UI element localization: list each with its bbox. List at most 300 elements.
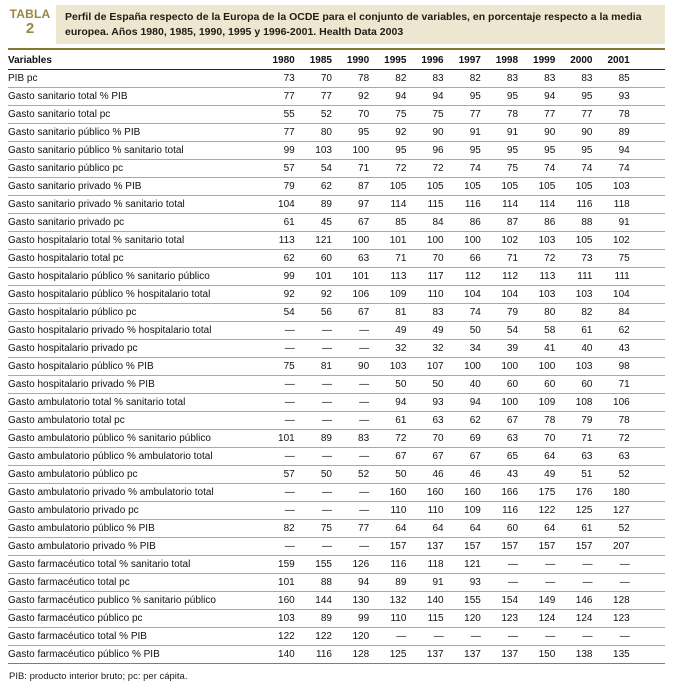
- cell-value: 207: [592, 538, 629, 556]
- table-row: [8, 628, 665, 646]
- cell-spacer: [630, 448, 665, 466]
- cell-value: 104: [592, 286, 629, 304]
- row-label: Gasto hospitalario total % sanitario total: [8, 232, 258, 250]
- cell-value: 115: [406, 610, 443, 628]
- row-label: Gasto farmacéutico público % PIB: [8, 646, 258, 664]
- cell-value: 74: [592, 160, 629, 178]
- row-label: Gasto farmacéutico público pc: [8, 610, 258, 628]
- cell-value: —: [295, 502, 332, 520]
- table-row: [8, 142, 665, 160]
- row-label: Gasto sanitario privado % PIB: [8, 178, 258, 196]
- row-label: Gasto sanitario total pc: [8, 106, 258, 124]
- cell-value: —: [406, 628, 443, 646]
- cell-value: 110: [369, 610, 406, 628]
- row-label: Gasto hospitalario público % sanitario público: [8, 268, 258, 286]
- table-row: [8, 214, 665, 232]
- cell-spacer: [630, 412, 665, 430]
- cell-value: 73: [555, 250, 592, 268]
- cell-value: 113: [518, 268, 555, 286]
- cell-value: 92: [369, 124, 406, 142]
- cell-value: 95: [481, 88, 518, 106]
- cell-value: —: [258, 412, 295, 430]
- cell-value: 85: [592, 70, 629, 88]
- table-title: Perfil de España respecto de la Europa de la OCDE para el conjunto de variables, en porcentaje respecto a la media europea. Años 1980, 1985, 1990, 1995 y 1996-2001. Health Data 2003: [56, 5, 665, 44]
- cell-value: 45: [295, 214, 332, 232]
- table-row: [8, 358, 665, 376]
- cell-value: 32: [406, 340, 443, 358]
- cell-spacer: [630, 466, 665, 484]
- cell-value: 52: [592, 466, 629, 484]
- cell-value: 105: [369, 178, 406, 196]
- row-label: Gasto hospitalario privado pc: [8, 340, 258, 358]
- row-label: Gasto ambulatorio público % sanitario público: [8, 430, 258, 448]
- cell-value: 175: [518, 484, 555, 502]
- table-row: [8, 466, 665, 484]
- cell-value: 105: [555, 178, 592, 196]
- cell-value: 72: [406, 160, 443, 178]
- row-label: Gasto farmacéutico total % sanitario total: [8, 556, 258, 574]
- cell-value: 82: [444, 70, 481, 88]
- cell-value: 60: [518, 376, 555, 394]
- cell-value: 40: [444, 376, 481, 394]
- cell-value: 157: [518, 538, 555, 556]
- cell-value: 74: [555, 160, 592, 178]
- cell-value: 94: [332, 574, 369, 592]
- cell-spacer: [630, 556, 665, 574]
- cell-value: —: [332, 394, 369, 412]
- cell-value: 66: [444, 250, 481, 268]
- cell-value: 91: [444, 124, 481, 142]
- cell-value: 70: [518, 430, 555, 448]
- cell-spacer: [630, 538, 665, 556]
- table-header-row: [8, 52, 665, 70]
- cell-value: 71: [332, 160, 369, 178]
- cell-value: 65: [481, 448, 518, 466]
- cell-value: —: [258, 376, 295, 394]
- cell-value: —: [332, 340, 369, 358]
- cell-value: 115: [406, 196, 443, 214]
- row-label: Gasto ambulatorio privado pc: [8, 502, 258, 520]
- cell-value: 99: [258, 268, 295, 286]
- cell-value: 86: [444, 214, 481, 232]
- cell-value: 70: [406, 430, 443, 448]
- cell-value: 79: [258, 178, 295, 196]
- cell-value: —: [258, 322, 295, 340]
- cell-value: 64: [444, 520, 481, 538]
- cell-value: 95: [481, 142, 518, 160]
- cell-value: 105: [406, 178, 443, 196]
- cell-value: 160: [369, 484, 406, 502]
- cell-value: 102: [481, 232, 518, 250]
- cell-value: 74: [518, 160, 555, 178]
- cell-value: 99: [258, 142, 295, 160]
- cell-value: —: [555, 556, 592, 574]
- cell-value: —: [295, 538, 332, 556]
- row-label: Gasto ambulatorio público % PIB: [8, 520, 258, 538]
- cell-value: 94: [406, 88, 443, 106]
- table-row: [8, 340, 665, 358]
- cell-value: 109: [444, 502, 481, 520]
- cell-value: 103: [258, 610, 295, 628]
- cell-spacer: [630, 358, 665, 376]
- cell-value: 95: [332, 124, 369, 142]
- row-label: Gasto sanitario total % PIB: [8, 88, 258, 106]
- cell-value: 98: [592, 358, 629, 376]
- row-label: Gasto hospitalario privado % hospitalario total: [8, 322, 258, 340]
- cell-value: 50: [406, 376, 443, 394]
- cell-value: 112: [481, 268, 518, 286]
- cell-value: 106: [592, 394, 629, 412]
- table-row: [8, 646, 665, 664]
- cell-value: 116: [555, 196, 592, 214]
- cell-value: 95: [555, 142, 592, 160]
- cell-spacer: [630, 88, 665, 106]
- cell-spacer: [630, 268, 665, 286]
- cell-value: 150: [518, 646, 555, 664]
- cell-value: —: [332, 322, 369, 340]
- cell-value: 50: [295, 466, 332, 484]
- cell-value: 92: [332, 88, 369, 106]
- cell-value: 146: [555, 592, 592, 610]
- table-badge-number: 2: [25, 20, 35, 37]
- cell-value: —: [332, 448, 369, 466]
- cell-value: 67: [332, 214, 369, 232]
- table-row: [8, 394, 665, 412]
- cell-value: 109: [369, 286, 406, 304]
- cell-value: 80: [295, 124, 332, 142]
- cell-value: 110: [369, 502, 406, 520]
- cell-spacer: [630, 574, 665, 592]
- cell-value: 67: [481, 412, 518, 430]
- cell-value: 123: [592, 610, 629, 628]
- table-row: [8, 430, 665, 448]
- table-row: [8, 178, 665, 196]
- footnote: PIB: producto interior bruto; pc: per cápita.: [9, 671, 188, 683]
- cell-value: 78: [592, 106, 629, 124]
- cell-value: 132: [369, 592, 406, 610]
- cell-spacer: [630, 286, 665, 304]
- data-table: [8, 52, 665, 664]
- cell-value: 108: [555, 394, 592, 412]
- cell-value: 57: [258, 466, 295, 484]
- cell-value: 64: [518, 520, 555, 538]
- column-header-year: 1990: [332, 52, 369, 70]
- cell-value: 105: [444, 178, 481, 196]
- column-header-variables: Variables: [8, 52, 258, 70]
- cell-value: 157: [369, 538, 406, 556]
- cell-spacer: [630, 646, 665, 664]
- cell-value: 72: [369, 160, 406, 178]
- row-label: Gasto ambulatorio público % ambulatorio total: [8, 448, 258, 466]
- cell-value: 103: [518, 232, 555, 250]
- cell-value: 67: [332, 304, 369, 322]
- cell-value: 78: [592, 412, 629, 430]
- table-row: [8, 70, 665, 88]
- cell-value: 113: [369, 268, 406, 286]
- cell-value: 121: [444, 556, 481, 574]
- cell-value: 93: [592, 88, 629, 106]
- table-row: [8, 286, 665, 304]
- cell-value: 89: [295, 610, 332, 628]
- cell-value: 118: [592, 196, 629, 214]
- row-label: Gasto hospitalario público % PIB: [8, 358, 258, 376]
- cell-value: 88: [295, 574, 332, 592]
- cell-value: 75: [258, 358, 295, 376]
- row-label: Gasto sanitario privado % sanitario total: [8, 196, 258, 214]
- cell-value: 101: [258, 574, 295, 592]
- table-row: [8, 538, 665, 556]
- cell-value: —: [295, 448, 332, 466]
- cell-value: 62: [592, 322, 629, 340]
- row-label: Gasto farmacéutico total pc: [8, 574, 258, 592]
- row-label: Gasto ambulatorio total % sanitario total: [8, 394, 258, 412]
- cell-value: 50: [369, 376, 406, 394]
- column-header-year: 1980: [258, 52, 295, 70]
- cell-spacer: [630, 520, 665, 538]
- row-label: Gasto hospitalario público % hospitalario total: [8, 286, 258, 304]
- cell-value: 126: [332, 556, 369, 574]
- row-label: Gasto sanitario público % sanitario total: [8, 142, 258, 160]
- cell-value: 67: [444, 448, 481, 466]
- cell-value: 70: [295, 70, 332, 88]
- cell-spacer: [630, 160, 665, 178]
- cell-value: 83: [555, 70, 592, 88]
- row-label: Gasto sanitario público % PIB: [8, 124, 258, 142]
- cell-value: 49: [518, 466, 555, 484]
- cell-value: 50: [444, 322, 481, 340]
- cell-value: —: [295, 394, 332, 412]
- cell-value: 104: [258, 196, 295, 214]
- cell-value: 104: [444, 286, 481, 304]
- table-badge-word: TABLA: [9, 7, 51, 21]
- column-header-year: 1997: [444, 52, 481, 70]
- cell-value: 92: [295, 286, 332, 304]
- cell-value: 83: [518, 70, 555, 88]
- cell-value: 81: [295, 358, 332, 376]
- table-row: [8, 268, 665, 286]
- column-header-year: 2001: [592, 52, 629, 70]
- column-header-year: 1998: [481, 52, 518, 70]
- cell-value: 39: [481, 340, 518, 358]
- cell-value: 104: [481, 286, 518, 304]
- column-header-year: 1996: [406, 52, 443, 70]
- cell-value: 109: [518, 394, 555, 412]
- cell-value: 114: [481, 196, 518, 214]
- cell-value: 159: [258, 556, 295, 574]
- row-label: Gasto hospitalario público pc: [8, 304, 258, 322]
- row-label: Gasto hospitalario privado % PIB: [8, 376, 258, 394]
- cell-value: 89: [592, 124, 629, 142]
- table-row: [8, 412, 665, 430]
- table-row: [8, 322, 665, 340]
- cell-value: 107: [406, 358, 443, 376]
- table-header: [8, 5, 665, 44]
- cell-value: 72: [369, 430, 406, 448]
- cell-value: 34: [444, 340, 481, 358]
- table-row: [8, 502, 665, 520]
- cell-value: 63: [481, 430, 518, 448]
- cell-value: 105: [481, 178, 518, 196]
- cell-value: 103: [518, 286, 555, 304]
- cell-value: 78: [332, 70, 369, 88]
- cell-value: 116: [369, 556, 406, 574]
- cell-value: 100: [406, 232, 443, 250]
- column-header-year: 1985: [295, 52, 332, 70]
- cell-spacer: [630, 214, 665, 232]
- table-row: [8, 520, 665, 538]
- cell-value: 90: [332, 358, 369, 376]
- cell-value: 91: [592, 214, 629, 232]
- cell-value: 180: [592, 484, 629, 502]
- cell-value: 157: [481, 538, 518, 556]
- cell-value: 101: [295, 268, 332, 286]
- cell-value: 91: [406, 574, 443, 592]
- cell-value: 124: [518, 610, 555, 628]
- column-header-year: 1999: [518, 52, 555, 70]
- cell-value: 94: [369, 394, 406, 412]
- cell-value: 88: [555, 214, 592, 232]
- cell-value: 63: [406, 412, 443, 430]
- cell-value: 93: [406, 394, 443, 412]
- cell-value: 94: [592, 142, 629, 160]
- cell-value: 114: [518, 196, 555, 214]
- cell-value: 56: [295, 304, 332, 322]
- cell-value: 62: [444, 412, 481, 430]
- cell-value: 144: [295, 592, 332, 610]
- cell-value: 75: [481, 160, 518, 178]
- cell-value: 112: [444, 268, 481, 286]
- cell-value: 60: [295, 250, 332, 268]
- cell-value: 99: [332, 610, 369, 628]
- cell-value: 105: [555, 232, 592, 250]
- cell-value: 58: [518, 322, 555, 340]
- cell-value: 92: [258, 286, 295, 304]
- cell-value: 61: [369, 412, 406, 430]
- cell-value: 84: [406, 214, 443, 232]
- cell-value: 128: [332, 646, 369, 664]
- row-label: Gasto ambulatorio privado % PIB: [8, 538, 258, 556]
- row-label: Gasto hospitalario total pc: [8, 250, 258, 268]
- cell-value: 63: [555, 448, 592, 466]
- cell-value: 100: [444, 232, 481, 250]
- cell-value: —: [592, 628, 629, 646]
- cell-value: 57: [258, 160, 295, 178]
- cell-value: 176: [555, 484, 592, 502]
- cell-value: 100: [481, 358, 518, 376]
- cell-value: 62: [258, 250, 295, 268]
- cell-value: —: [481, 628, 518, 646]
- cell-value: 89: [295, 430, 332, 448]
- cell-value: —: [258, 394, 295, 412]
- cell-value: 137: [444, 646, 481, 664]
- table-badge: [8, 5, 52, 44]
- cell-value: 103: [555, 358, 592, 376]
- cell-value: 91: [481, 124, 518, 142]
- cell-value: 82: [369, 70, 406, 88]
- cell-value: 103: [369, 358, 406, 376]
- cell-value: 87: [332, 178, 369, 196]
- cell-value: 64: [406, 520, 443, 538]
- cell-value: —: [258, 484, 295, 502]
- cell-spacer: [630, 304, 665, 322]
- cell-value: 100: [332, 232, 369, 250]
- cell-value: 94: [518, 88, 555, 106]
- cell-value: 87: [481, 214, 518, 232]
- cell-value: 125: [555, 502, 592, 520]
- cell-value: 54: [258, 304, 295, 322]
- cell-value: 80: [518, 304, 555, 322]
- cell-value: 157: [555, 538, 592, 556]
- cell-value: 101: [332, 268, 369, 286]
- cell-value: 71: [481, 250, 518, 268]
- cell-value: 127: [592, 502, 629, 520]
- row-label: Gasto ambulatorio total pc: [8, 412, 258, 430]
- cell-value: 103: [592, 178, 629, 196]
- cell-value: 60: [481, 376, 518, 394]
- cell-value: 166: [481, 484, 518, 502]
- cell-value: 82: [555, 304, 592, 322]
- cell-value: 120: [332, 628, 369, 646]
- cell-value: 77: [518, 106, 555, 124]
- cell-value: 83: [481, 70, 518, 88]
- cell-value: 62: [295, 178, 332, 196]
- cell-spacer: [630, 592, 665, 610]
- cell-value: 64: [369, 520, 406, 538]
- cell-value: 69: [444, 430, 481, 448]
- cell-value: 122: [518, 502, 555, 520]
- cell-value: 116: [481, 502, 518, 520]
- cell-value: 32: [369, 340, 406, 358]
- table-row: [8, 250, 665, 268]
- cell-spacer: [630, 340, 665, 358]
- cell-value: 122: [295, 628, 332, 646]
- cell-value: 90: [518, 124, 555, 142]
- cell-value: 90: [555, 124, 592, 142]
- cell-value: 51: [555, 466, 592, 484]
- cell-spacer: [630, 376, 665, 394]
- cell-value: 160: [258, 592, 295, 610]
- cell-value: 70: [406, 250, 443, 268]
- cell-value: 89: [369, 574, 406, 592]
- cell-value: 75: [369, 106, 406, 124]
- cell-value: 70: [332, 106, 369, 124]
- cell-value: 100: [518, 358, 555, 376]
- cell-value: 77: [555, 106, 592, 124]
- cell-value: 137: [481, 646, 518, 664]
- cell-spacer: [630, 142, 665, 160]
- table-row: [8, 484, 665, 502]
- cell-value: 101: [258, 430, 295, 448]
- cell-value: —: [555, 574, 592, 592]
- cell-value: —: [295, 484, 332, 502]
- cell-spacer: [630, 178, 665, 196]
- row-label: Gasto farmacéutico total % PIB: [8, 628, 258, 646]
- cell-value: 74: [444, 160, 481, 178]
- column-header-year: 2000: [555, 52, 592, 70]
- cell-value: —: [295, 322, 332, 340]
- cell-value: 61: [258, 214, 295, 232]
- cell-value: 95: [555, 88, 592, 106]
- table-row: [8, 610, 665, 628]
- cell-value: 154: [481, 592, 518, 610]
- cell-value: 75: [295, 520, 332, 538]
- cell-value: 74: [444, 304, 481, 322]
- cell-value: 106: [332, 286, 369, 304]
- cell-value: 111: [592, 268, 629, 286]
- cell-value: 125: [369, 646, 406, 664]
- table-row: [8, 556, 665, 574]
- cell-value: 52: [295, 106, 332, 124]
